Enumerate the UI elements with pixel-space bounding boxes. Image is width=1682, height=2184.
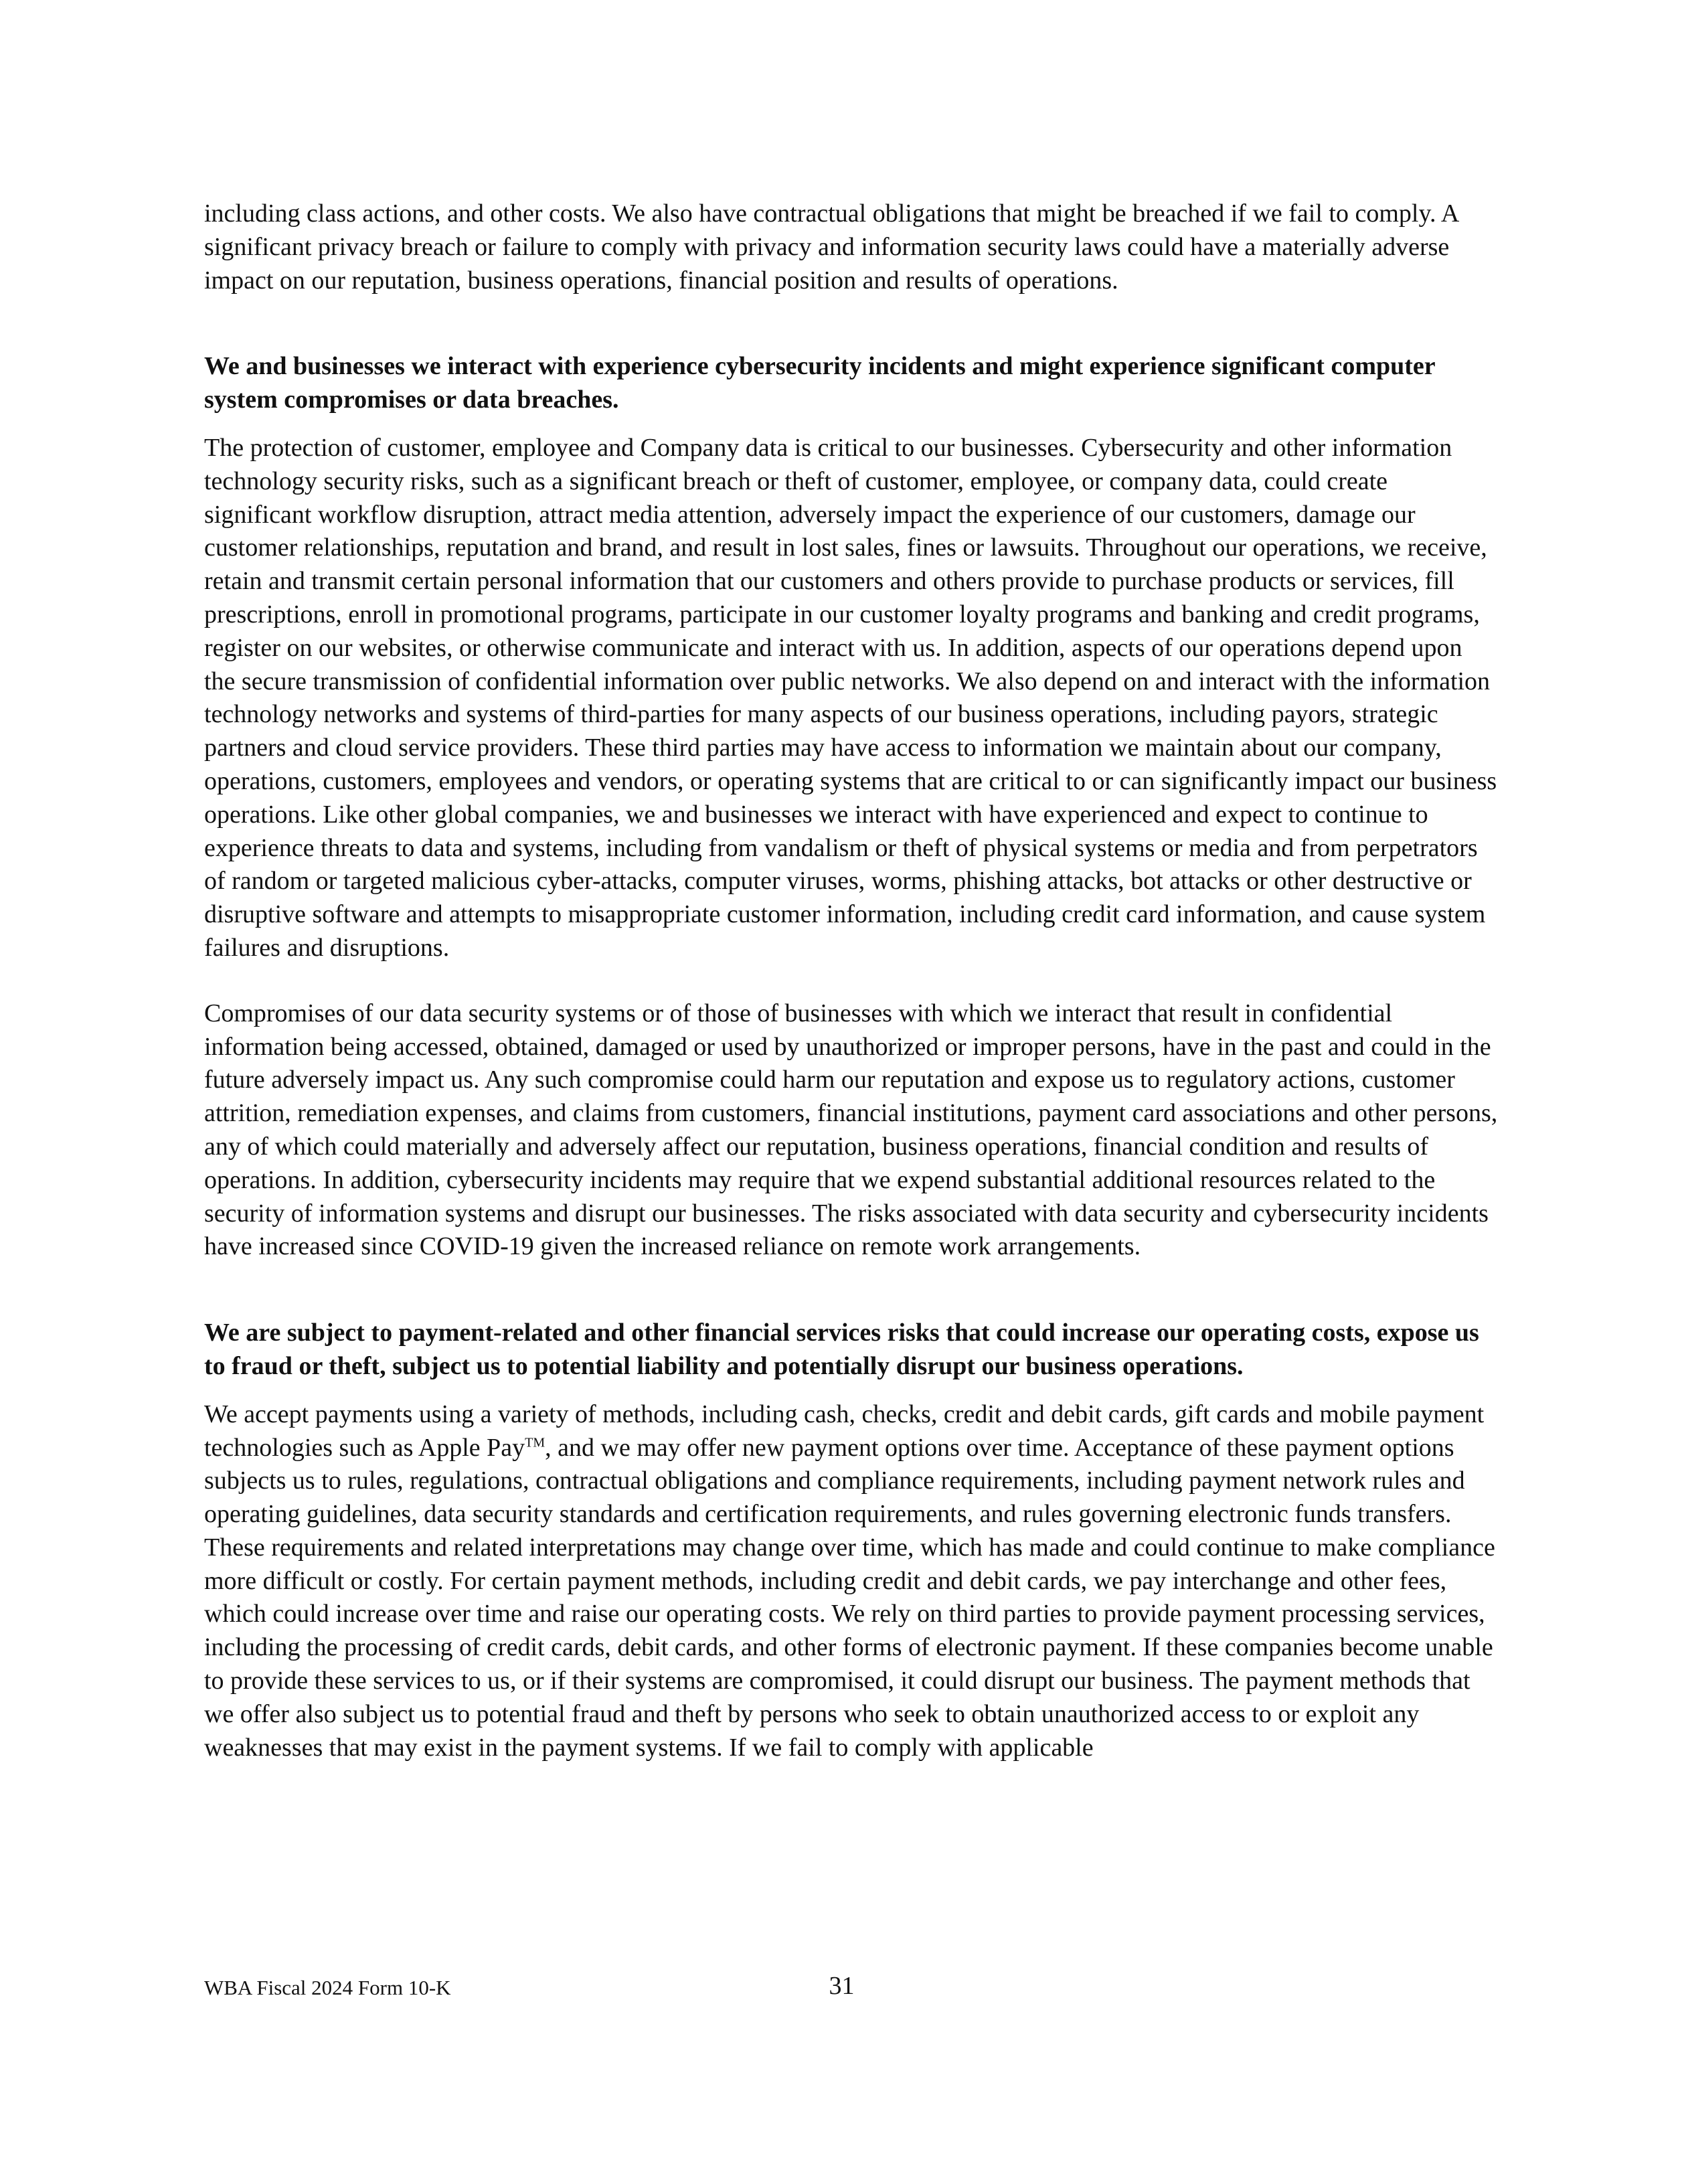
- footer-page-number: 31: [829, 1972, 855, 2000]
- document-page: [204, 197, 1499, 1764]
- payment-text-after-tm: , and we may offer new payment options over time. Acceptance of these payment options subjects us to rules, regulations, contractual obligations and compliance requirements, including payment network rules and operating guidelines, data security standards and certification requirements, and rules governing electronic funds transfers. These requirements and related interpretations may change over time, which has made and could continue to make compliance more difficult or costly. For certain payment methods, including credit and debit cards, we pay interchange and other fees, which could increase over time and raise our operating costs. We rely on third parties to provide payment processing services, including the processing of credit cards, debit cards, and other forms of electronic payment. If these companies become unable to provide these services to us, or if their systems are compromised, it could disrupt our business. The payment methods that we offer also subject us to potential fraud and theft by persons who seek to obtain unauthorized access to or exploit any weaknesses that may exist in the payment systems. If we fail to comply with applicable: [204, 1433, 1495, 1762]
- footer-document-label: WBA Fiscal 2024 Form 10-K: [204, 1976, 451, 1999]
- payment-risks-heading: We are subject to payment-related and other financial services risks that could increase our operating costs, expose us to fraud or theft, subject us to potential liability and potentially disrupt our business operations.: [204, 1319, 1479, 1380]
- trademark-symbol: TM: [525, 1434, 545, 1450]
- intro-paragraph: including class actions, and other costs. We also have contractual obligations that might be breached if we fail to comply. A significant privacy breach or failure to comply with privacy and information security laws could have a materially adverse impact on our reputation, business operations, financial position and results of operations.: [204, 199, 1458, 295]
- payment-text-before-tm: We accept payments using a variety of methods, including cash, checks, credit and debit cards, gift cards and mobile payment technologies such as Apple Pay: [204, 1400, 1485, 1462]
- cybersecurity-paragraph-2: Compromises of our data security systems or of those of businesses with which we interact that result in confidential information being accessed, obtained, damaged or used by unauthorized or improper persons, have in the past and could in the future adversely impact us. Any such compromise could harm our reputation and expose us to regulatory actions, customer attrition, remediation expenses, and claims from customers, financial institutions, payment card associations and other persons, any of which could materially and adversely affect our reputation, business operations, financial condition and results of operations. In addition, cybersecurity incidents may require that we expend substantial additional resources related to the security of information systems and disrupt our businesses. The risks associated with data security and cybersecurity incidents have increased since COVID-19 given the increased reliance on remote work arrangements.: [204, 999, 1498, 1261]
- payment-risks-paragraph: [204, 1398, 1499, 1765]
- cybersecurity-paragraph-1: The protection of customer, employee and Company data is critical to our businesses. Cybersecurity and other information technology security risks, such as a significant breach or theft of customer, employee, or company data, could create significant workflow disruption, attract media attention, adversely impact the experience of our customers, damage our customer relationships, reputation and brand, and result in lost sales, fines or lawsuits. Throughout our operations, we receive, retain and transmit certain personal information that our customers and others provide to purchase products or services, fill prescriptions, enroll in promotional programs, participate in our customer loyalty programs and banking and credit programs, register on our websites, or otherwise communicate and interact with us. In addition, aspects of our operations depend upon the secure transmission of confidential information over public networks. We also depend on and interact with the information technology networks and systems of third-parties for many aspects of our business operations, including payors, strategic partners and cloud service providers. These third parties may have access to information we maintain about our company, operations, customers, employees and vendors, or operating systems that are critical to or can significantly impact our business operations. Like other global companies, we and businesses we interact with have experienced and expect to continue to experience threats to data and systems, including from vandalism or theft of physical systems or media and from perpetrators of random or targeted malicious cyber-attacks, computer viruses, worms, phishing attacks, bot attacks or other destructive or disruptive software and attempts to misappropriate customer information, including credit card information, and cause system failures and disruptions.: [204, 433, 1497, 962]
- cybersecurity-heading: We and businesses we interact with experience cybersecurity incidents and might experience significant computer system compromises or data breaches.: [204, 352, 1435, 414]
